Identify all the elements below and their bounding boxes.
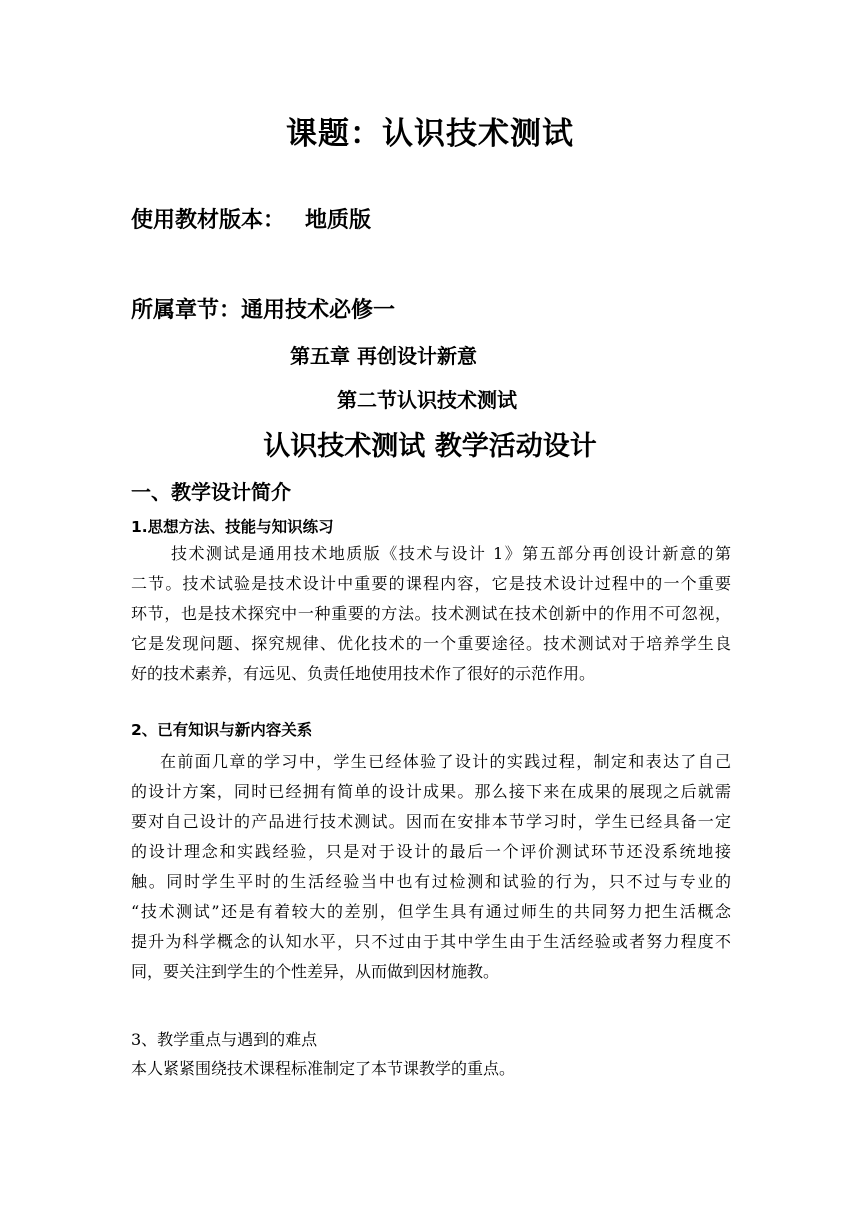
textbook-label: 使用教材版本： (131, 208, 286, 233)
paragraph-line: 的设计方案，同时已经拥有简单的设计成果。那么接下来在成果的展现之后就需 (131, 782, 731, 801)
paragraph-line: 要对自己设计的产品进行技术测试。因而在安排本节学习时，学生已经具备一定 (131, 812, 731, 831)
paragraph-1 (131, 539, 731, 689)
textbook-value: 地质版 (305, 208, 372, 233)
paragraph-2 (131, 747, 731, 987)
subsection-heading-3: 3、教学重点与遇到的难点 (131, 1030, 318, 1049)
paragraph-line: 技术测试是通用技术地质版《技术与设计 1》第五部分再创设计新意的第 (171, 544, 731, 563)
textbook-line (131, 203, 371, 234)
section-heading: 一、教学设计简介 (131, 480, 291, 504)
document-subtitle: 认识技术测试 教学活动设计 (263, 431, 597, 462)
paragraph-line: 二节。技术试验是技术设计中重要的课程内容，它是技术设计过程中的一个重要 (131, 574, 731, 593)
paragraph-line: 触。同时学生平时的生活经验当中也有过检测和试验的行为，只不过与专业的 (131, 872, 731, 891)
paragraph-line: “技术测试”还是有着较大的差别，但学生具有通过师生的共同努力把生活概念 (131, 902, 731, 921)
paragraph-line: 它是发现问题、探究规律、优化技术的一个重要途径。技术测试对于培养学生良 (131, 634, 731, 653)
paragraph-line: 本人紧紧围绕技术课程标准制定了本节课教学的重点。 (131, 1059, 516, 1078)
chapter-title: 第五章 再创设计新意 (290, 344, 477, 368)
section-title: 第二节认识技术测试 (337, 388, 517, 412)
paragraph-line: 的设计理念和实践经验，只是对于设计的最后一个评价测试环节还没系统地接 (131, 842, 731, 861)
paragraph-line: 同，要关注到学生的个性差异，从而做到因材施教。 (131, 962, 500, 981)
chapter-label: 所属章节：通用技术必修一 (131, 298, 396, 323)
paragraph-3 (131, 1054, 731, 1084)
subsection-heading-1: 1.思想方法、技能与知识练习 (131, 518, 334, 536)
paragraph-line: 好的技术素养，有远见、负责任地使用技术作了很好的示范作用。 (131, 664, 596, 683)
paragraph-line: 环节，也是技术探究中一种重要的方法。技术测试在技术创新中的作用不可忽视， (131, 604, 731, 623)
paragraph-line: 提升为科学概念的认知水平，只不过由于其中学生由于生活经验或者努力程度不 (131, 932, 731, 951)
subsection-heading-2: 2、已有知识与新内容关系 (131, 721, 313, 739)
paragraph-line: 在前面几章的学习中，学生已经体验了设计的实践过程，制定和表达了自己 (160, 752, 731, 771)
page-title: 课题：认识技术测试 (286, 116, 574, 152)
